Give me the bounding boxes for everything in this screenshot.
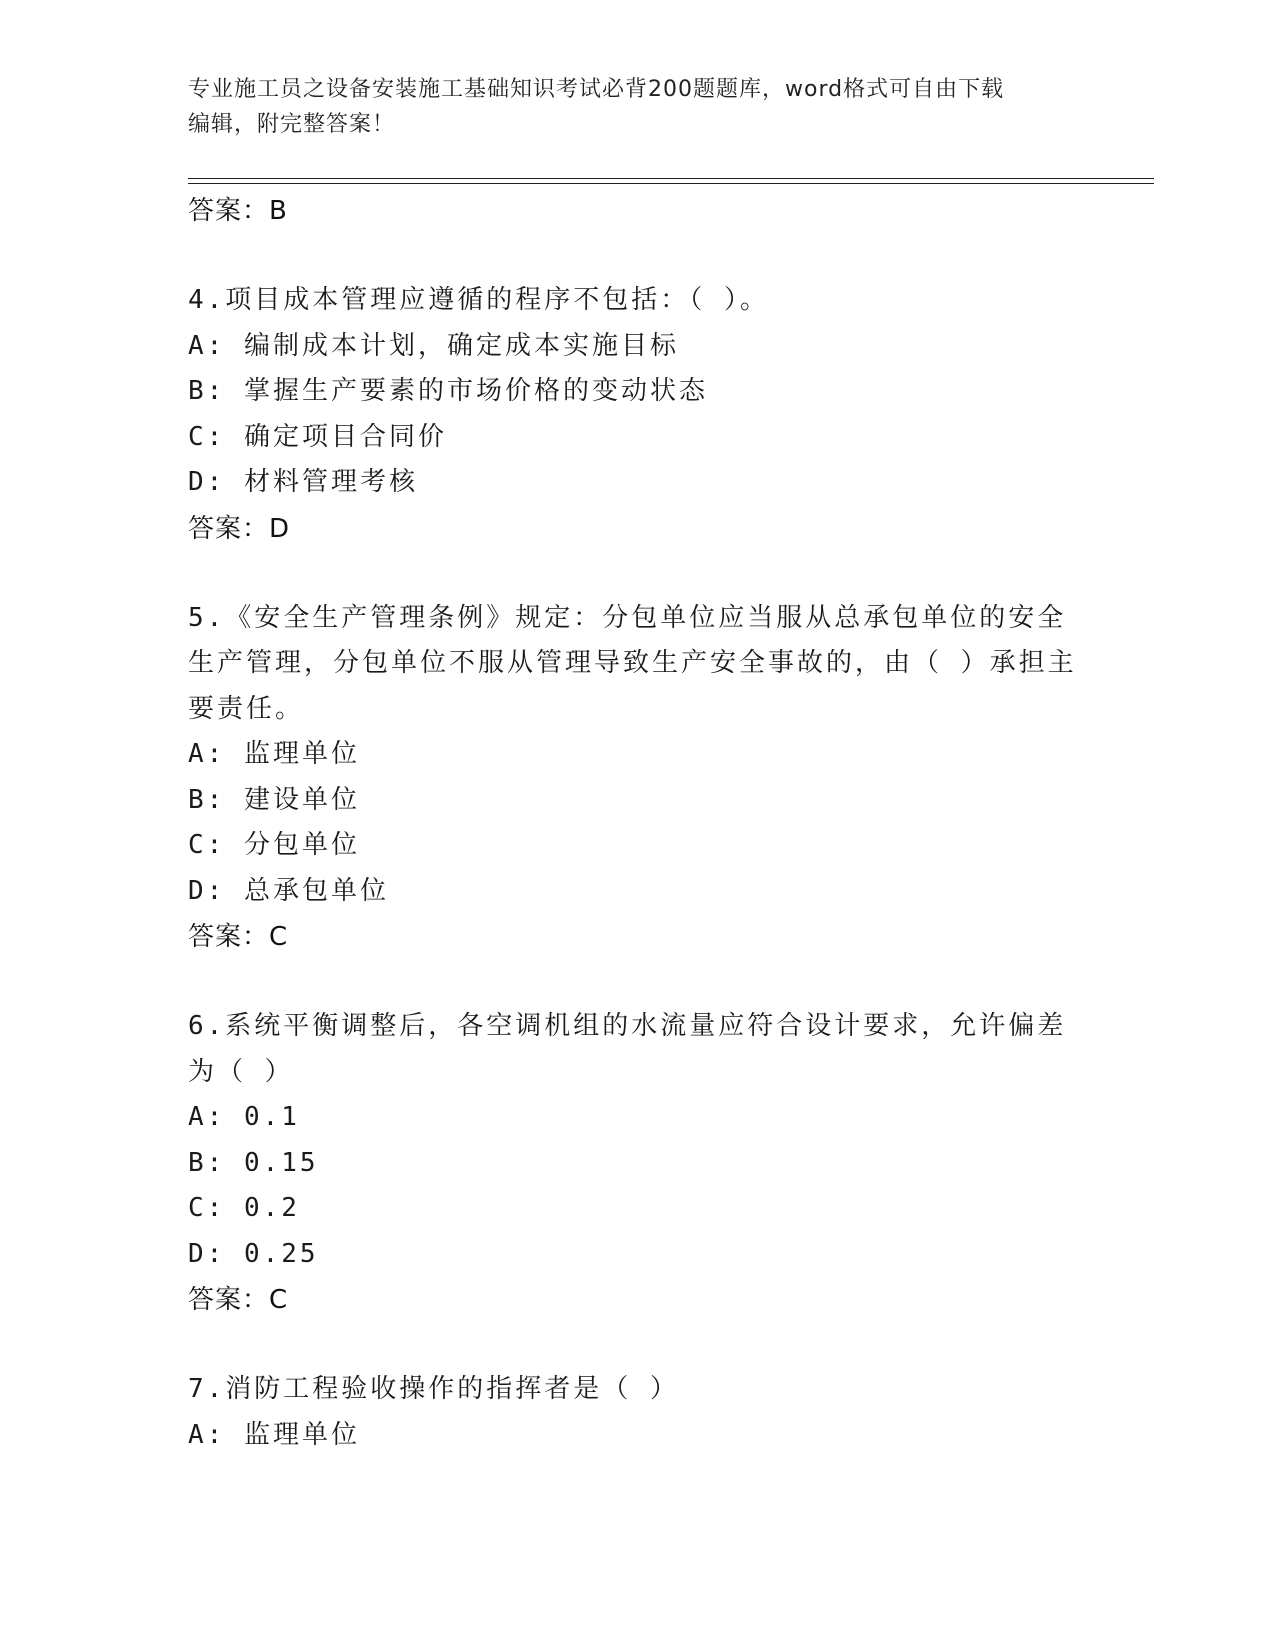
answer-line: 答案：C (188, 922, 289, 952)
question-list (188, 188, 1148, 1458)
question-stem: 6.系统平衡调整后，各空调机组的水流量应符合设计要求，允许偏差为（ ） (188, 1011, 1067, 1087)
option-b: B: 建设单位 (188, 784, 360, 815)
spacer (188, 234, 1148, 278)
option-d: D: 总承包单位 (188, 875, 389, 906)
document-header (188, 72, 1088, 142)
option-d: D: 材料管理考核 (188, 467, 418, 497)
question-stem: 7.消防工程验收操作的指挥者是（ ） (188, 1374, 679, 1404)
option-c: C: 确定项目合同价 (188, 421, 447, 452)
answer-line: 答案：D (188, 513, 291, 544)
option-c: C: 0.2 (188, 1193, 300, 1223)
question-7 (188, 1367, 1148, 1458)
spacer (188, 960, 1148, 1004)
header-rule-bottom (188, 183, 1154, 184)
option-a: A: 0.1 (188, 1102, 300, 1132)
answer-line: 答案：C (188, 1285, 289, 1315)
question-5 (188, 596, 1148, 961)
question-4 (188, 278, 1148, 552)
spacer (188, 552, 1148, 596)
question-stem: 5.《安全生产管理条例》规定：分包单位应当服从总承包单位的安全生产管理，分包单位不服从管理导致生产安全事故的，由（ ）承担主要责任。 (188, 602, 1077, 724)
option-b: B: 掌握生产要素的市场价格的变动状态 (188, 376, 708, 406)
answer-line: 答案：B (188, 196, 288, 226)
option-a: A: 监理单位 (188, 1419, 360, 1450)
option-a: A: 监理单位 (188, 739, 360, 769)
option-a: A: 编制成本计划，确定成本实施目标 (188, 330, 679, 361)
option-d: D: 0.25 (188, 1238, 319, 1269)
spacer (188, 1323, 1148, 1367)
header-line-1: 专业施工员之设备安装施工基础知识考试必背200题题库，word格式可自由下载 (188, 77, 1005, 102)
header-line-2: 编辑，附完整答案！ (188, 112, 396, 137)
header-rule-top (188, 178, 1154, 179)
option-c: C: 分包单位 (188, 830, 360, 860)
option-b: B: 0.15 (188, 1147, 319, 1178)
question-6 (188, 1004, 1148, 1323)
question-stem: 4.项目成本管理应遵循的程序不包括：（ ）。 (188, 285, 769, 315)
